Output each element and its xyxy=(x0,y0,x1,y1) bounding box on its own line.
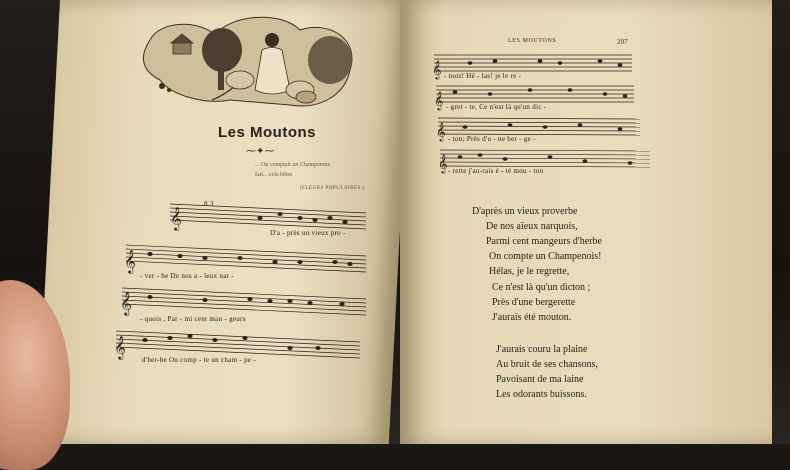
lyric-line-left-1: D'a - près un vieux pro - xyxy=(270,229,346,237)
lyric-line-right-3: - ton; Près d'u - ne ber - ge - xyxy=(448,135,536,143)
footnote-line-1: ... On comptait un Champenois xyxy=(255,162,330,168)
treble-clef-icon: 𝄞 xyxy=(438,154,448,173)
song-title: Les Moutons xyxy=(218,124,316,141)
treble-clef-icon: 𝄞 xyxy=(124,249,136,273)
verse-2-line-2: Au bruit de ses chansons, xyxy=(496,359,598,370)
left-staff-1 xyxy=(170,204,366,229)
verse-1-line-2: De nos aïeux narquois, xyxy=(486,221,578,232)
right-staff-4 xyxy=(440,150,650,167)
treble-clef-icon: 𝄞 xyxy=(114,335,126,359)
verse-1-line-4: On compte un Champenois! xyxy=(489,251,602,262)
tempo-marking: 8 3 xyxy=(204,200,214,208)
title-ornament: ⁓✦⁓ xyxy=(246,146,275,157)
verse-1-line-8: J'aurais été mouton. xyxy=(492,312,572,323)
right-staff-1 xyxy=(434,55,632,71)
verse-1-line-7: Près d'une bergerette xyxy=(492,297,576,308)
treble-clef-icon: 𝄞 xyxy=(120,291,132,315)
running-head: LES MOUTONS xyxy=(508,38,557,44)
left-staff-3 xyxy=(122,288,366,315)
verse-1-line-5: Hélas, je le regrette, xyxy=(489,266,570,277)
treble-clef-icon: 𝄞 xyxy=(434,91,444,110)
verse-2-line-1: J'aurais couru la plaine xyxy=(496,344,588,355)
treble-clef-icon: 𝄞 xyxy=(170,206,182,230)
treble-clef-icon: 𝄞 xyxy=(432,60,442,79)
verse-2-line-4: Les odorants buissons. xyxy=(496,389,587,400)
left-staff-4 xyxy=(116,331,360,358)
left-staff-2 xyxy=(126,245,366,272)
footnote-line-2: fait... cela bêtes xyxy=(255,172,293,178)
lyric-line-right-2: - gret - te, Ce n'est là qu'un dic - xyxy=(446,103,547,111)
treble-clef-icon: 𝄞 xyxy=(436,122,446,141)
verse-2-line-3: Pavoisant de ma laine xyxy=(496,374,584,385)
source-note: (FLEURS POPULAIRES.) xyxy=(300,186,365,191)
page-number: 207 xyxy=(617,38,628,46)
lyric-line-right-4: - rette j'au-rais é - té mou - ton xyxy=(448,167,544,175)
verse-1-line-1: D'après un vieux proverbe xyxy=(472,206,578,217)
verse-1-line-6: Ce n'est là qu'un dicton ; xyxy=(492,282,591,293)
lyric-line-left-3: - quois , Par - mi cent man - geurs xyxy=(140,315,246,323)
verse-1-line-3: Parmi cent mangeurs d'herbe xyxy=(486,236,602,247)
lyric-line-left-4: d'her-be On comp - te un cham - pe - xyxy=(142,356,256,364)
lyric-line-left-2: - ver - be De nos a - ïeux nar - xyxy=(140,272,234,280)
lyric-line-right-1: - nois! Hé - las! je le re - xyxy=(444,72,522,80)
right-staff-3 xyxy=(438,118,640,135)
